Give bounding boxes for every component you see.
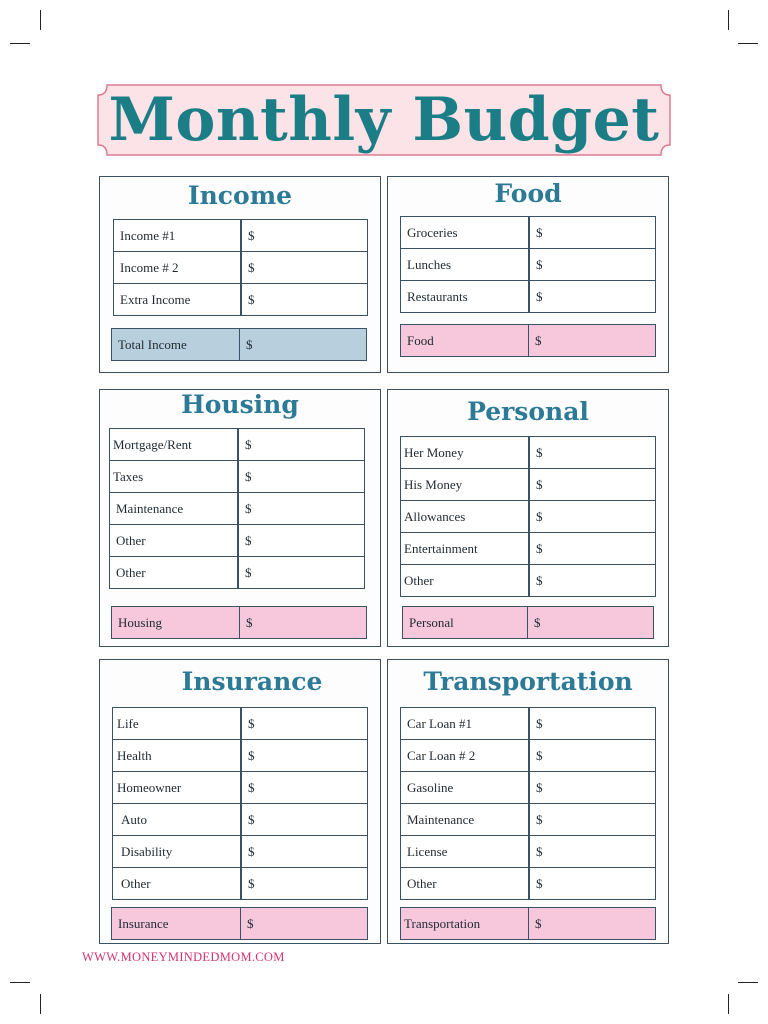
transportation-title: Transportation bbox=[423, 667, 633, 696]
row-label: Car Loan #1 bbox=[401, 708, 530, 739]
crop-mark bbox=[738, 43, 758, 44]
transportation-row[interactable] bbox=[400, 771, 656, 804]
personal-section bbox=[387, 389, 669, 647]
housing-section bbox=[99, 389, 381, 647]
crop-mark bbox=[40, 10, 41, 30]
row-label: Homeowner bbox=[113, 772, 242, 803]
row-label: Disability bbox=[113, 836, 242, 867]
row-label: Income # 2 bbox=[114, 252, 242, 283]
transportation-total[interactable] bbox=[400, 907, 656, 940]
row-label: Lunches bbox=[401, 249, 530, 280]
row-value[interactable]: $ bbox=[248, 291, 255, 307]
row-label: Mortgage/Rent bbox=[110, 429, 239, 460]
row-label: Gasoline bbox=[401, 772, 530, 803]
website-link[interactable]: WWW.MONEYMINDEDMOM.COM bbox=[82, 950, 285, 964]
food-row[interactable] bbox=[400, 248, 656, 281]
personal-row[interactable] bbox=[400, 436, 656, 469]
row-label: His Money bbox=[401, 469, 530, 500]
row-label: Income #1 bbox=[114, 220, 242, 251]
row-value[interactable]: $ bbox=[245, 468, 252, 484]
total-value[interactable]: $ bbox=[535, 332, 542, 348]
row-value[interactable]: $ bbox=[245, 500, 252, 516]
total-value[interactable]: $ bbox=[535, 915, 542, 931]
housing-row[interactable] bbox=[109, 524, 365, 557]
transportation-row[interactable] bbox=[400, 867, 656, 900]
personal-row[interactable] bbox=[400, 564, 656, 597]
row-value[interactable]: $ bbox=[248, 227, 255, 243]
row-label: Other bbox=[113, 868, 242, 899]
row-value[interactable]: $ bbox=[248, 747, 255, 763]
row-label: Health bbox=[113, 740, 242, 771]
row-label: Restaurants bbox=[401, 281, 530, 312]
income-section bbox=[99, 176, 381, 373]
row-value[interactable]: $ bbox=[536, 444, 543, 460]
total-label: Insurance bbox=[112, 908, 241, 939]
title-banner bbox=[97, 84, 671, 156]
income-title: Income bbox=[187, 181, 293, 210]
row-value[interactable]: $ bbox=[536, 508, 543, 524]
row-value[interactable]: $ bbox=[536, 476, 543, 492]
row-value[interactable]: $ bbox=[248, 843, 255, 859]
total-value[interactable]: $ bbox=[246, 614, 253, 630]
row-label: Other bbox=[110, 557, 239, 588]
housing-row[interactable] bbox=[109, 492, 365, 525]
total-value[interactable]: $ bbox=[247, 915, 254, 931]
food-total[interactable] bbox=[400, 324, 656, 357]
total-value[interactable]: $ bbox=[246, 336, 253, 352]
row-value[interactable]: $ bbox=[536, 715, 543, 731]
row-label: Other bbox=[401, 868, 530, 899]
insurance-row[interactable] bbox=[112, 771, 368, 804]
row-value[interactable]: $ bbox=[536, 540, 543, 556]
row-label: Allowances bbox=[401, 501, 530, 532]
row-label: Car Loan # 2 bbox=[401, 740, 530, 771]
row-value[interactable]: $ bbox=[536, 572, 543, 588]
insurance-section bbox=[99, 659, 381, 944]
personal-total[interactable] bbox=[402, 606, 654, 639]
row-label: Her Money bbox=[401, 437, 530, 468]
transportation-row[interactable] bbox=[400, 739, 656, 772]
crop-mark bbox=[728, 10, 729, 30]
row-label: Auto bbox=[113, 804, 242, 835]
row-label: Other bbox=[110, 525, 239, 556]
transportation-row[interactable] bbox=[400, 803, 656, 836]
row-value[interactable]: $ bbox=[536, 811, 543, 827]
row-value[interactable]: $ bbox=[536, 288, 543, 304]
personal-row[interactable] bbox=[400, 468, 656, 501]
crop-mark bbox=[738, 982, 758, 983]
housing-total[interactable] bbox=[111, 606, 367, 639]
row-value[interactable]: $ bbox=[245, 564, 252, 580]
insurance-row[interactable] bbox=[112, 803, 368, 836]
income-row[interactable] bbox=[113, 251, 368, 284]
row-label: Other bbox=[401, 565, 530, 596]
total-label: Food bbox=[401, 325, 529, 356]
row-value[interactable]: $ bbox=[536, 224, 543, 240]
row-label: Groceries bbox=[401, 217, 530, 248]
row-label: Extra Income bbox=[114, 284, 242, 315]
row-label: Maintenance bbox=[110, 493, 239, 524]
row-label: Life bbox=[113, 708, 242, 739]
income-row[interactable] bbox=[113, 283, 368, 316]
row-value[interactable]: $ bbox=[536, 256, 543, 272]
insurance-row[interactable] bbox=[112, 739, 368, 772]
crop-mark bbox=[728, 994, 729, 1014]
insurance-title: Insurance bbox=[181, 667, 323, 696]
housing-row[interactable] bbox=[109, 556, 365, 589]
personal-title: Personal bbox=[467, 397, 589, 426]
insurance-row[interactable] bbox=[112, 835, 368, 868]
total-label: Transportation bbox=[401, 908, 529, 939]
row-label: Entertainment bbox=[401, 533, 530, 564]
income-row[interactable] bbox=[113, 219, 368, 252]
total-label: Personal bbox=[403, 607, 528, 638]
page-title: Monthly Budget bbox=[108, 85, 660, 155]
row-value[interactable]: $ bbox=[248, 779, 255, 795]
row-value[interactable]: $ bbox=[536, 875, 543, 891]
transportation-row[interactable] bbox=[400, 707, 656, 740]
housing-row[interactable] bbox=[109, 428, 365, 461]
insurance-row[interactable] bbox=[112, 707, 368, 740]
row-value[interactable]: $ bbox=[536, 843, 543, 859]
total-label: Total Income bbox=[112, 329, 240, 360]
housing-row[interactable] bbox=[109, 460, 365, 493]
food-row[interactable] bbox=[400, 216, 656, 249]
total-value[interactable]: $ bbox=[534, 614, 541, 630]
row-value[interactable]: $ bbox=[248, 715, 255, 731]
personal-row[interactable] bbox=[400, 532, 656, 565]
income-total[interactable] bbox=[111, 328, 367, 361]
food-section bbox=[387, 176, 669, 373]
food-row[interactable] bbox=[400, 280, 656, 313]
row-value[interactable]: $ bbox=[536, 747, 543, 763]
crop-mark bbox=[10, 982, 30, 983]
insurance-total[interactable] bbox=[111, 907, 368, 940]
row-label: License bbox=[401, 836, 530, 867]
total-label: Housing bbox=[112, 607, 240, 638]
food-title: Food bbox=[494, 179, 562, 208]
row-label: Maintenance bbox=[401, 804, 530, 835]
crop-mark bbox=[40, 994, 41, 1014]
row-value[interactable]: $ bbox=[248, 875, 255, 891]
transportation-row[interactable] bbox=[400, 835, 656, 868]
row-value[interactable]: $ bbox=[245, 532, 252, 548]
insurance-row[interactable] bbox=[112, 867, 368, 900]
personal-row[interactable] bbox=[400, 500, 656, 533]
row-value[interactable]: $ bbox=[536, 779, 543, 795]
crop-mark bbox=[10, 43, 30, 44]
transportation-section bbox=[387, 659, 669, 944]
housing-title: Housing bbox=[181, 390, 299, 419]
row-label: Taxes bbox=[110, 461, 239, 492]
row-value[interactable]: $ bbox=[248, 811, 255, 827]
row-value[interactable]: $ bbox=[245, 436, 252, 452]
row-value[interactable]: $ bbox=[248, 259, 255, 275]
